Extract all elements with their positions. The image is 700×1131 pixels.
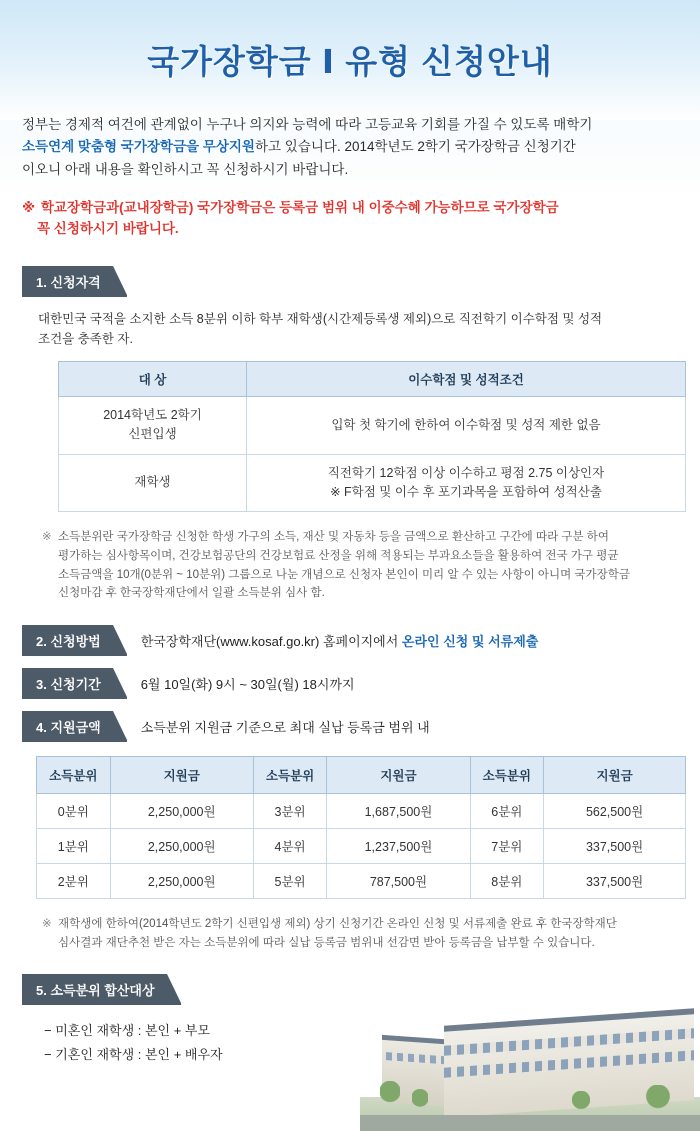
section-support-amount bbox=[22, 711, 678, 742]
footnote2-line1: 재학생에 한하여(2014학년도 2학기 신편입생 제외) 상기 신청기간 온라인 신청 및 서류제출 완료 후 한국장학재단 bbox=[58, 917, 617, 930]
cell: 1,237,500원 bbox=[327, 828, 470, 863]
section-1-desc-line2: 조건을 충족한 자. bbox=[38, 331, 133, 346]
table-header-row bbox=[37, 756, 686, 793]
table-row bbox=[37, 828, 686, 863]
cell: 2,250,000원 bbox=[110, 863, 253, 898]
intro-line2b: 하고 있습니다. 2014학년도 2학기 국가장학금 신청기간 bbox=[254, 139, 576, 155]
table-header-row bbox=[59, 361, 686, 396]
table-row bbox=[37, 793, 686, 828]
title-area bbox=[0, 0, 700, 100]
content-area bbox=[0, 114, 700, 1067]
cell: 562,500원 bbox=[544, 793, 686, 828]
section-1-label: 1. 신청자격 bbox=[22, 266, 127, 297]
footnote-income-bracket bbox=[42, 528, 678, 603]
col-header-condition: 이수학점 및 성적조건 bbox=[247, 361, 686, 396]
footnote1-line1: 소득분위란 국가장학금 신청한 학생 가구의 소득, 재산 및 자동차 등을 금액으로 환산하고 구간에 따라 구분 하여 bbox=[58, 531, 610, 544]
cell: 5분위 bbox=[253, 863, 327, 898]
section-4-text: 소득분위 지원금 기준으로 최대 실납 등록금 범위 내 bbox=[140, 719, 430, 735]
tree-icon bbox=[380, 1081, 400, 1107]
list-item: − 기혼인 재학생 : 본인 + 배우자 bbox=[44, 1047, 223, 1063]
section-3-label: 3. 신청기간 bbox=[22, 668, 127, 699]
cell-condition-new-line1: 입학 첫 학기에 한하여 이수학점 및 성적 제한 없음 bbox=[331, 417, 601, 432]
section-eligibility bbox=[22, 266, 678, 603]
intro-line3: 이오니 아래 내용을 확인하시고 꼭 신청하시기 바랍니다. bbox=[22, 161, 349, 177]
cell: 1분위 bbox=[37, 828, 111, 863]
cell: 7분위 bbox=[470, 828, 544, 863]
intro-line1: 정부는 경제적 여건에 관계없이 누구나 의지와 능력에 따라 고등교육 기회를 가질 수 있도록 매학기 bbox=[22, 117, 593, 132]
amount-table bbox=[36, 756, 686, 899]
footnote1-line3: 소득금액을 10개(0분위 ~ 10분위) 그룹으로 나눈 개념으로 신청자 본인이 미리 알 수 있는 사항이 아니며 국가장학금 bbox=[58, 568, 630, 581]
road-shape bbox=[360, 1115, 700, 1131]
cell: 337,500원 bbox=[544, 863, 686, 898]
col-header-bracket-3: 소득분위 bbox=[470, 756, 544, 793]
campus-building-illustration bbox=[360, 981, 700, 1131]
cell: 2분위 bbox=[37, 863, 111, 898]
col-header-amount-2: 지원금 bbox=[327, 756, 470, 793]
cell: 787,500원 bbox=[327, 863, 470, 898]
cell-condition-enrolled bbox=[247, 454, 686, 512]
cell-condition-enrolled-line1: 직전학기 12학점 이상 이수하고 평점 2.75 이상인자 bbox=[327, 465, 605, 480]
asterisk-icon: ※ bbox=[42, 531, 52, 544]
cell: 3분위 bbox=[253, 793, 327, 828]
section-5-label: 5. 소득분위 합산대상 bbox=[22, 974, 181, 1005]
cell: 6분위 bbox=[470, 793, 544, 828]
page-title: 국가장학금 Ⅰ 유형 신청안내 bbox=[147, 43, 553, 80]
section-apply-period bbox=[22, 668, 678, 699]
cell: 4분위 bbox=[253, 828, 327, 863]
col-header-bracket-1: 소득분위 bbox=[37, 756, 111, 793]
intro-highlight: 소득연계 맞춤형 국가장학금을 무상지원 bbox=[22, 139, 255, 155]
notice-block bbox=[22, 197, 678, 240]
section-1-description bbox=[38, 309, 678, 349]
cell-condition-enrolled-line2: ※ F학점 및 이수 후 포기과목을 포함하여 성적산출 bbox=[330, 485, 602, 500]
section-apply-method bbox=[22, 625, 678, 656]
footnote2-line2: 심사결과 재단추천 받은 자는 소득분위에 따라 실납 등록금 범위내 선감면 받아 등록금을 납부할 수 있습니다. bbox=[58, 936, 595, 949]
table-row bbox=[59, 454, 686, 512]
tree-icon bbox=[646, 1085, 670, 1113]
section-2-text-highlight: 온라인 신청 및 서류제출 bbox=[401, 633, 539, 649]
notice-line1: 학교장학금과(교내장학금) 국가장학금은 등록금 범위 내 이중수혜 가능하므로 국가장학금 bbox=[40, 199, 559, 215]
cell-condition-new bbox=[247, 396, 686, 454]
table-row bbox=[59, 396, 686, 454]
col-header-target: 대 상 bbox=[59, 361, 247, 396]
intro-paragraph bbox=[22, 114, 678, 181]
section-2-label: 2. 신청방법 bbox=[22, 625, 127, 656]
list-item: − 미혼인 재학생 : 본인 + 부모 bbox=[44, 1023, 211, 1039]
section-4-label: 4. 지원금액 bbox=[22, 711, 127, 742]
footnote1-line4: 신청마감 후 한국장학재단에서 일괄 소득분위 심사 함. bbox=[58, 587, 325, 600]
section-1-header bbox=[22, 266, 678, 297]
eligibility-table bbox=[58, 361, 686, 513]
asterisk-icon: ※ bbox=[42, 917, 52, 930]
col-header-amount-1: 지원금 bbox=[110, 756, 253, 793]
section-2-text-a: 한국장학재단(www.kosaf.go.kr) 홈페이지에서 bbox=[140, 633, 402, 649]
col-header-bracket-2: 소득분위 bbox=[253, 756, 327, 793]
footnote-prededuction bbox=[42, 915, 678, 952]
cell-target-new bbox=[59, 396, 247, 454]
tree-icon bbox=[572, 1091, 590, 1113]
asterisk-icon: ※ bbox=[22, 199, 36, 215]
cell: 2,250,000원 bbox=[110, 793, 253, 828]
cell: 2,250,000원 bbox=[110, 828, 253, 863]
cell: 337,500원 bbox=[544, 828, 686, 863]
cell: 1,687,500원 bbox=[327, 793, 470, 828]
cell: 0분위 bbox=[37, 793, 111, 828]
section-2-text bbox=[141, 631, 539, 650]
table-row bbox=[37, 863, 686, 898]
notice-line2: 꼭 신청하시기 바랍니다. bbox=[37, 221, 179, 237]
cell: 8분위 bbox=[470, 863, 544, 898]
cell-target-enrolled: 재학생 bbox=[59, 454, 247, 512]
tree-icon bbox=[412, 1089, 428, 1111]
footnote1-line2: 평가하는 심사항목이며, 건강보험공단의 건강보험료 산정을 위해 적용되는 부과요소들을 활용하여 전국 가구 평균 bbox=[58, 550, 619, 563]
cell-target-new-line1: 2014학년도 2학기 bbox=[103, 407, 202, 422]
section-1-desc-line1: 대한민국 국적을 소지한 소득 8분위 이하 학부 재학생(시간제등록생 제외)으로 직전학기 이수학점 및 성적 bbox=[38, 311, 603, 326]
col-header-amount-3: 지원금 bbox=[544, 756, 686, 793]
section-3-text: 6월 10일(화) 9시 ~ 30일(월) 18시까지 bbox=[140, 676, 355, 692]
cell-target-new-line2: 신편입생 bbox=[128, 427, 177, 442]
